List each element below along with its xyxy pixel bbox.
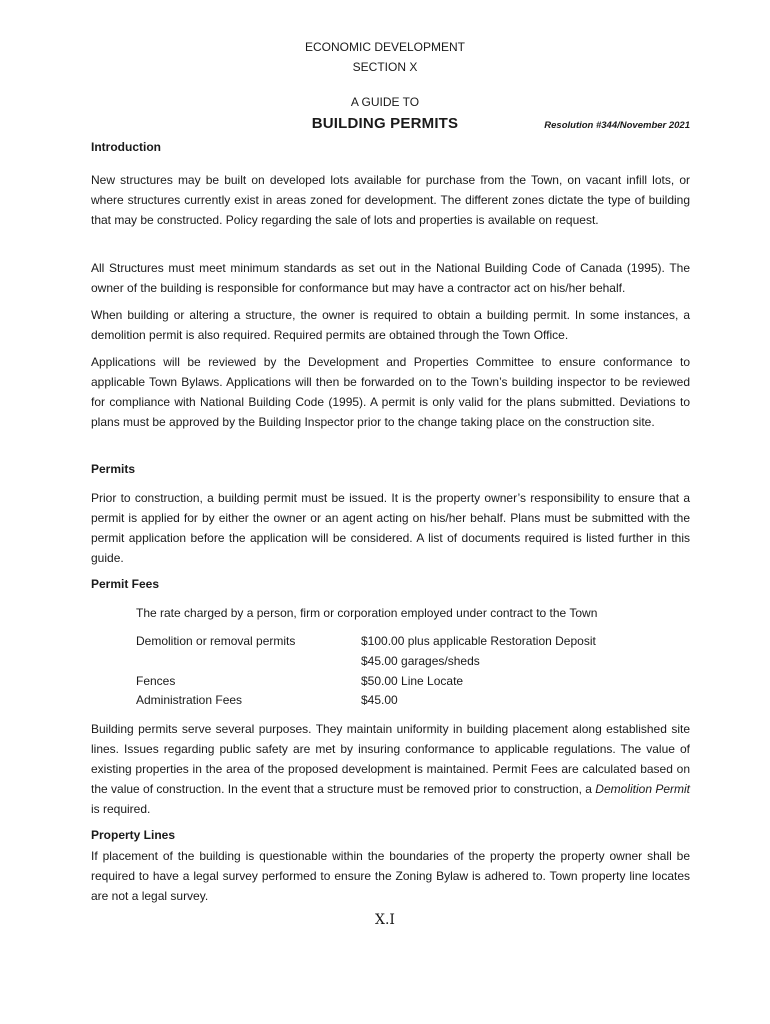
fee-amount: $100.00 plus applicable Restoration Deposit [361,634,596,648]
intro-paragraph-3: When building or altering a structure, the owner is required to obtain a building permit. In some instances, a demolition permit is also required. Required permits are obtained through the Town Office. [91,308,690,342]
intro-paragraph-2: All Structures must meet minimum standards as set out in the National Building Code of Canada (1995). The owner of the building is responsible for conformance but may have a contractor act on his/her behalf. [91,261,690,295]
resolution-note: Resolution #344/November 2021 [544,120,690,131]
fee-amount: $45.00 garages/sheds [361,654,480,668]
rate-statement: The rate charged by a person, firm or corporation employed under contract to the Town [136,606,598,620]
permits-heading: Permits [91,462,136,476]
fee-label: Demolition or removal permits [136,634,296,648]
intro-paragraph-4: Applications will be reviewed by the Development and Properties Committee to ensure conformance to applicable Town Bylaws. Applications will then be forwarded on to the Town’s building inspector to be reviewed for compliance with National Building Code (1995). A permit is only valid for the plans submitted. Deviations to plans must be approved by the Building Inspector prior to the change taking place on the construction site. [91,355,690,429]
guide-label: A GUIDE TO [350,95,420,109]
fees-paragraph [91,719,690,819]
fee-amount: $50.00 Line Locate [361,674,464,688]
fee-row [136,651,690,671]
page-title: BUILDING PERMITS [311,115,459,132]
fee-label: Fences [136,674,176,688]
fee-row [136,690,690,710]
intro-paragraph-1: New structures may be built on developed lots available for purchase from the Town, on vacant infill lots, or where structures currently exist in areas zoned for development. The different zones dictate the type of building that may be constructed. Policy regarding the sale of lots and properties is available on request. [91,173,690,227]
fee-row [136,671,690,691]
fee-row [136,631,690,651]
property-lines-paragraph: If placement of the building is questionable within the boundaries of the property the property owner shall be required to have a legal survey performed to ensure the Zoning Bylaw is adhered to. Town property line locates are not a legal survey. [91,849,690,903]
fee-amount: $45.00 [361,693,398,707]
introduction-heading: Introduction [91,140,161,154]
permits-paragraph: Prior to construction, a building permit must be issued. It is the property owner’s responsibility to ensure that a permit is applied for by either the owner or an agent acting on his/her behalf. Plans must be submitted with the permit application before the application will be considered. A list of documents required is listed further in this guide. [91,491,690,565]
demolition-permit-term: Demolition Permit [595,782,690,796]
page-number: X.I [375,912,395,928]
department-heading: ECONOMIC DEVELOPMENT [304,40,466,54]
property-lines-heading: Property Lines [91,828,176,842]
fees-paragraph-text: Building permits serve several purposes. They maintain uniformity in building placement along established site lines. Issues regarding public safety are met by insuring conformance to applicable regulations. The value of existing properties in the area of the proposed development is maintained. Permit Fees are calculated based on the value of construction. In the event that a structure must be removed prior to construction, a [91,722,690,796]
permit-fees-heading: Permit Fees [91,577,160,591]
section-heading: SECTION X [352,60,418,74]
fee-label: Administration Fees [136,693,243,707]
fees-paragraph-end: is required. [91,802,151,816]
